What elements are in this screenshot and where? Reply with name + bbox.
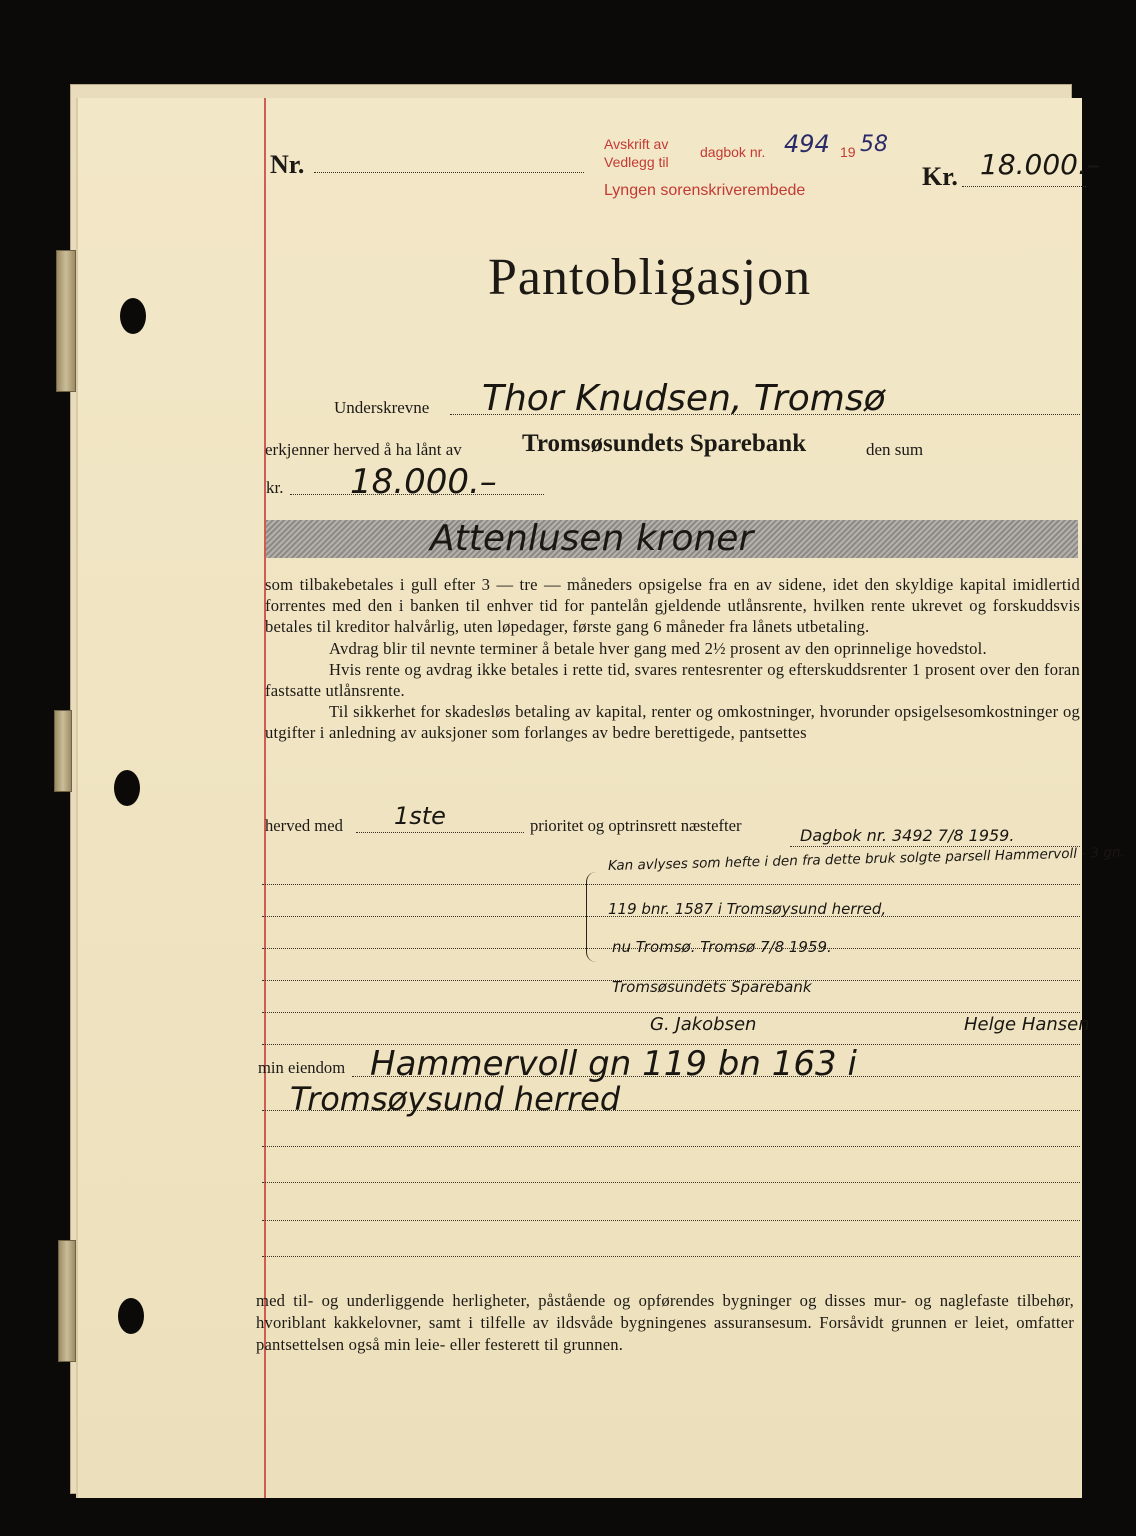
punch-hole-middle (114, 770, 140, 806)
binder-clip-top (56, 250, 76, 392)
priority-middle-text: prioritet og optrinsrett næstefter (530, 816, 742, 835)
loan-suffix: den sum (866, 440, 924, 459)
annotation-line-3: nu Tromsø. Tromsø 7/8 1959. (612, 938, 832, 956)
stamp-dagbok-label: dagbok nr. (700, 144, 766, 160)
punch-hole-top (120, 298, 146, 334)
property-blank-line-2 (262, 1182, 1080, 1183)
property-line-1-value: Hammervoll gn 119 bn 163 i (370, 1044, 857, 1084)
document-title: Pantobligasjon (488, 249, 812, 306)
nr-line (314, 172, 584, 173)
borrower-label: Underskrevne (334, 398, 430, 417)
property-blank-line-1 (262, 1146, 1080, 1147)
red-margin-line (264, 98, 266, 1498)
kr-line-header (962, 186, 1086, 187)
signature-left: G. Jakobsen (650, 1014, 757, 1035)
signature-right: Helge Hansen (964, 1014, 1090, 1035)
stamp-office: Lyngen sorenskriverembede (604, 182, 806, 199)
punch-hole-bottom (118, 1298, 144, 1334)
property-label: min eiendom (258, 1058, 346, 1077)
stamp-dagbok-number: 494 (784, 130, 830, 158)
priority-herved-label: herved med (265, 816, 343, 835)
kr-amount-header: 18.000.– (980, 148, 1101, 181)
closing-text: med til- og underliggende herligheter, påstående og opførendes bygninger og disses mur- og naglefaste tilbehør, hvoriblant kakkelovner, samt i tilfelle av ildsvåde bygningenes assuransesum. Forsåvidt grunnen er leiet, omfatter pantsettelsen også min leie- eller festerett til grunnen. (256, 1291, 1074, 1354)
loan-intro: erkjenner herved å ha lånt av (265, 440, 462, 459)
priority-value: 1ste (394, 802, 446, 830)
property-line-2-value: Tromsøysund herred (290, 1080, 621, 1118)
annotation-bracket (586, 872, 601, 962)
binder-clip-middle (54, 710, 72, 792)
nr-label: Nr. (270, 150, 305, 179)
document-page (78, 98, 1082, 1498)
blank-line-1 (262, 884, 1080, 885)
terms-paragraph-3: Hvis rente og avdrag ikke betales i rette tid, svares rentesrenter og efterskuddsrenter 1 prosent over den foran fastsatte utlånsrente. (265, 659, 1080, 701)
terms-paragraph-2: Avdrag blir til nevnte terminer å betale hver gang med 2½ prosent av den oprinnelige hovedstol. (329, 638, 987, 658)
loan-kr-label: kr. (266, 478, 284, 497)
binder-clip-bottom (58, 1240, 76, 1362)
property-blank-line-4 (262, 1256, 1080, 1257)
property-blank-line-3 (262, 1220, 1080, 1221)
annotation-line-4: Tromsøsundets Sparebank (612, 978, 812, 996)
terms-paragraph-1: som tilbakebetales i gull efter 3 — tre — måneders opsigelse fra en av sidene, idet den skyldige kapital imidlertid forrentes med den i banken til enhver tid for pantelån gjeldende utlånsrente, hvilken rente ukrevet og forskuddsvis betales til kreditor halvårlig, uten løpedager, første gang 6 måneder fra lånets utbetaling. (265, 575, 1080, 637)
kr-label-header: Kr. (922, 162, 958, 191)
borrower-name: Thor Knudsen, Tromsø (482, 378, 886, 419)
terms-text (265, 574, 1080, 744)
amount-words: Attenlusen kroner (430, 518, 754, 559)
bank-name: Tromsøsundets Sparebank (522, 430, 807, 457)
stamp-year-prefix: 19 (840, 144, 856, 160)
priority-after-value: Dagbok nr. 3492 7/8 1959. (800, 826, 1015, 845)
loan-amount: 18.000.– (350, 462, 497, 502)
stamp-year-suffix: 58 (860, 132, 888, 157)
priority-line (356, 832, 524, 833)
annotation-line-1: Kan avlyses som hefte i den fra dette bruk solgte parsell Hammervoll - 3 gn. (607, 844, 1126, 874)
stamp-line1: Avskrift av (604, 136, 669, 152)
blank-line-5 (262, 1012, 1080, 1013)
annotation-line-2: 119 bnr. 1587 i Tromsøysund herred, (608, 900, 887, 918)
terms-paragraph-4: Til sikkerhet for skadesløs betaling av kapital, renter og omkostninger, hvorunder opsigelsesomkostninger og utgifter i anledning av auksjoner som forlanges av bedre berettigede, pantsettes (265, 702, 1080, 743)
stamp-line2: Vedlegg til (604, 154, 669, 170)
